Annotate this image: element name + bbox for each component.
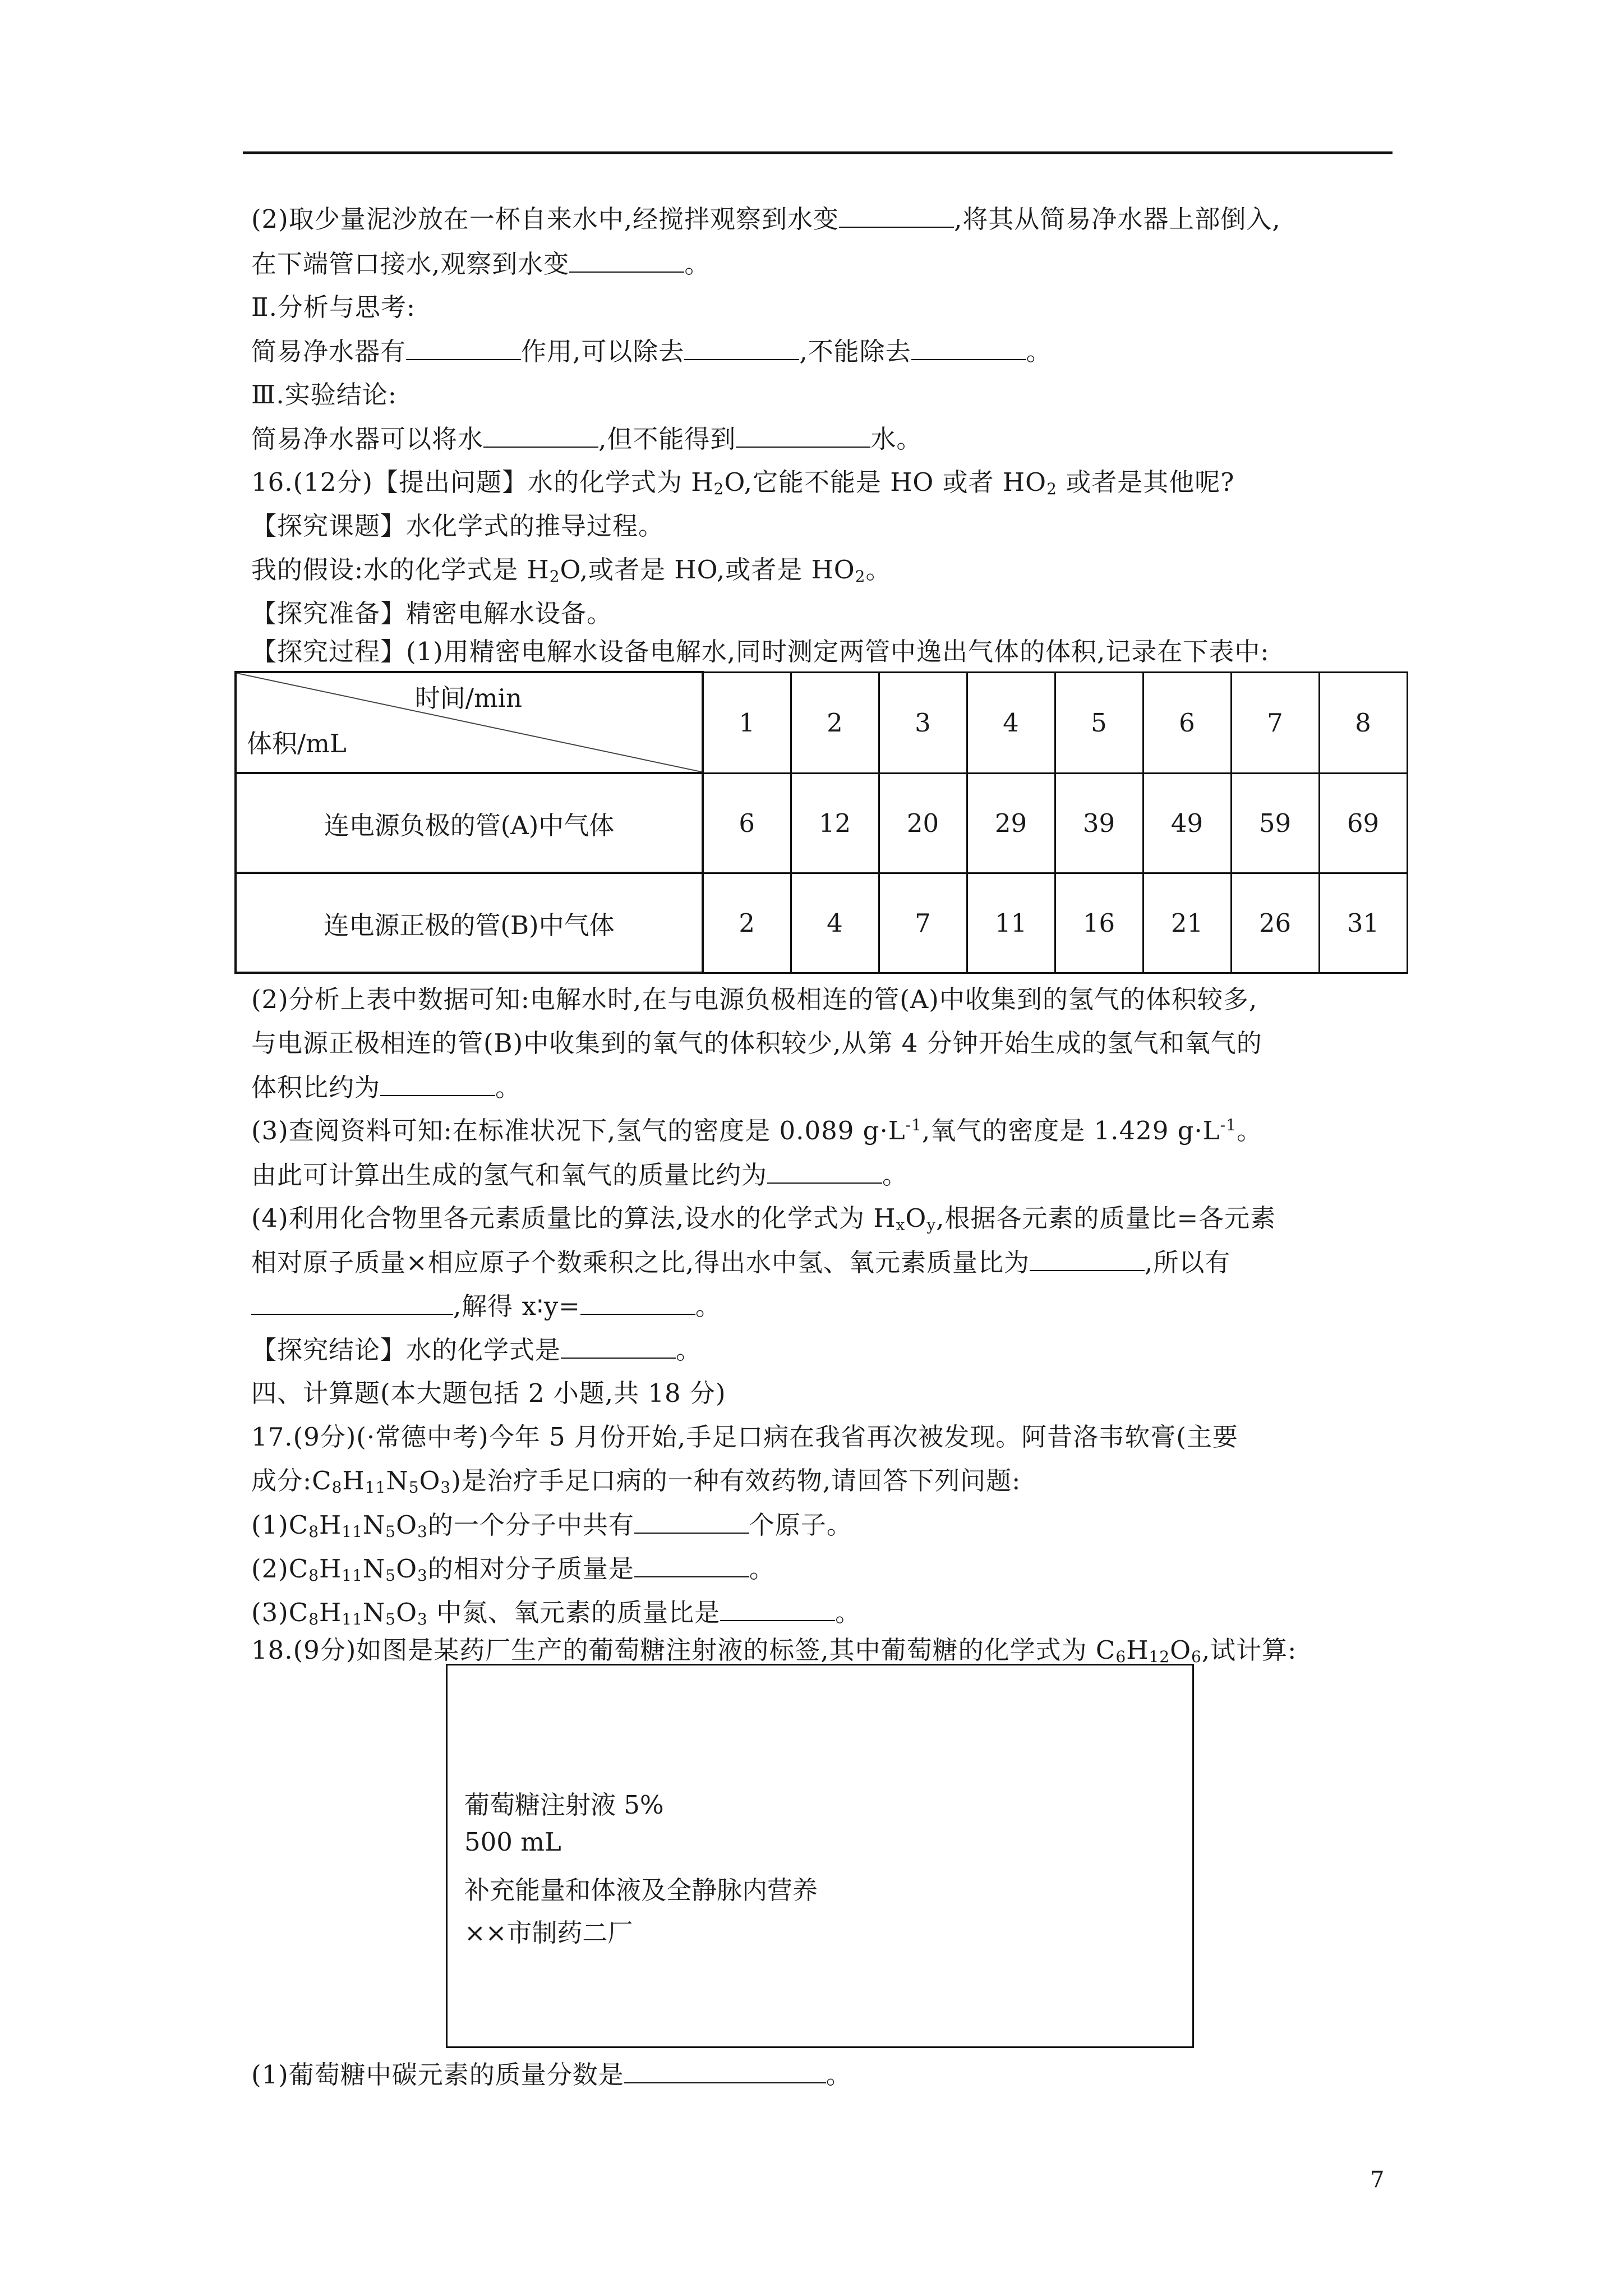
minute-cell: 3 [879,672,967,773]
table-cell: 16 [1055,873,1143,973]
answer-blank [634,1508,749,1534]
sub-question: $(3)C_8H_{11}N_5O_3$ 中氮、氧元素的质量比是 。 [251,1595,861,1630]
minute-cell: 1 [703,672,791,773]
table-header-corner [236,672,703,773]
table-cell: 49 [1143,773,1231,873]
minute-cell: 2 [791,672,879,773]
text-line: 相对原子质量×相应原子个数乘积之比,得出水中氢、氧元素质量比为 ,所以有 [251,1245,1230,1280]
text-line: (2)取少量泥沙放在一杯自来水中,经搅拌观察到水变 ,将其从简易净水器上部倒入, [251,202,1281,236]
label-usage: 补充能量和体液及全静脉内营养 [464,1875,818,1905]
label-maker: ××市制药二厂 [464,1918,633,1948]
answer-blank [380,1070,495,1096]
text-line: (3)查阅资料可知:在标准状况下,氢气的密度是 0.089 $g\cdot L^{-1}$,氧气的密度是 1.429 $g\cdot L^{-1}$。 [251,1116,1262,1145]
answer-blank [736,422,870,448]
answer-blank [839,202,954,228]
text-line: (2)分析上表中数据可知:电解水时,在与电源负极相连的管(A)中收集到的氢气的体积较多, [251,984,1258,1014]
label-volume: 500 mL [464,1827,561,1857]
answer-blank [767,1158,882,1184]
table-row [236,873,1407,973]
table-cell: 20 [879,773,967,873]
question-17: 17.(9分)(·常德中考)今年 5 月份开始,手足口病在我省再次被发现。阿昔洛韦软膏(主要 [251,1422,1238,1452]
table-cell: 2 [703,873,791,973]
minute-cell: 5 [1055,672,1143,773]
text-line: 体积比约为 。 [251,1070,521,1105]
answer-blank [569,247,684,273]
table-cell: 39 [1055,773,1143,873]
table-cell: 6 [703,773,791,873]
sub-question: (1)葡萄糖中碳元素的质量分数是 。 [251,2058,852,2092]
text-line: (4)利用化合物里各元素质量比的算法,设水的化学式为 $H_xO_y$,根据各元素的质量比=各元素 [251,1203,1276,1234]
section-heading: Ⅲ.实验结论: [251,380,397,409]
section-heading: Ⅱ.分析与思考: [251,292,416,322]
row-label-a: 连电源负极的管(A)中气体 [236,773,703,873]
text-line: 简易净水器有 作用,可以除去 ,不能除去 。 [251,334,1052,369]
text-line: 在下端管口接水,观察到水变 。 [251,247,710,281]
table-row [236,773,1407,873]
text-line: 【探究准备】精密电解水设备。 [251,599,613,628]
header-rule [243,151,1393,154]
text-line: 与电源正极相连的管(B)中收集到的氧气的体积较少,从第 4 分钟开始生成的氢气和氧气的 [251,1028,1262,1058]
text-line: 我的假设:水的化学式是 $H_2O$,或者是 HO,或者是 $HO_2$。 [251,555,892,586]
answer-blank [483,422,598,448]
product-label [446,1664,1194,2048]
row-label-b: 连电源正极的管(B)中气体 [236,873,703,973]
text-line: 简易净水器可以将水 ,但不能得到 水。 [251,422,922,456]
answer-blank [406,334,521,360]
table-cell: 4 [791,873,879,973]
minute-cell: 4 [967,672,1055,773]
table-cell: 21 [1143,873,1231,973]
answer-blank [624,2058,826,2083]
table-cell: 31 [1319,873,1407,973]
answer-blank [911,334,1026,360]
sub-question: $(1)C_8H_{11}N_5O_3$的一个分子中共有 个原子。 [251,1508,852,1542]
text-line: 【探究结论】水的化学式是 。 [251,1333,702,1367]
question-18: 18.(9分)如图是某药厂生产的葡萄糖注射液的标签,其中葡萄糖的化学式为 $C_6H_{12}O_6$,试计算: [251,1635,1297,1666]
text-line: 由此可计算出生成的氢气和氧气的质量比约为 。 [251,1158,908,1192]
text-line: 成分$:C_8H_{11}N_5O_3$)是治疗手足口病的一种有效药物,请回答下列问题: [251,1466,1021,1497]
answer-blank [561,1333,676,1359]
text-line: 【探究过程】(1)用精密电解水设备电解水,同时测定两管中逸出气体的体积,记录在下表中: [251,637,1270,666]
minute-cell: 7 [1231,672,1319,773]
sub-question: $(2)C_8H_{11}N_5O_3$的相对分子质量是 。 [251,1552,775,1586]
section-heading: 四、计算题(本大题包括 2 小题,共 18 分) [251,1378,726,1408]
table-cell: 12 [791,773,879,873]
table-cell: 29 [967,773,1055,873]
label-name: 葡萄糖注射液 5% [464,1790,664,1820]
minute-cell: 8 [1319,672,1407,773]
question-16: 16.(12分)【提出问题】水的化学式为 $H_2O$,它能不能是 HO 或者 $HO_2$ 或者是其他呢? [251,467,1235,498]
answer-blank [634,1552,749,1577]
table-cell: 59 [1231,773,1319,873]
text-line: 【探究课题】水化学式的推导过程。 [251,511,665,541]
table-cell: 69 [1319,773,1407,873]
answer-blank [720,1595,835,1621]
answer-blank [684,334,799,360]
answer-blank [1030,1245,1145,1271]
header-volume: 体积/mL [247,729,347,758]
text-line: ,解得 x∶y= 。 [251,1289,721,1323]
minute-cell: 6 [1143,672,1231,773]
electrolysis-table [234,671,1408,974]
table-cell: 26 [1231,873,1319,973]
page-number: 7 [1370,2167,1385,2193]
answer-blank [251,1289,453,1315]
header-time: 时间/min [414,683,522,713]
table-cell: 11 [967,873,1055,973]
answer-blank [580,1289,695,1315]
table-cell: 7 [879,873,967,973]
